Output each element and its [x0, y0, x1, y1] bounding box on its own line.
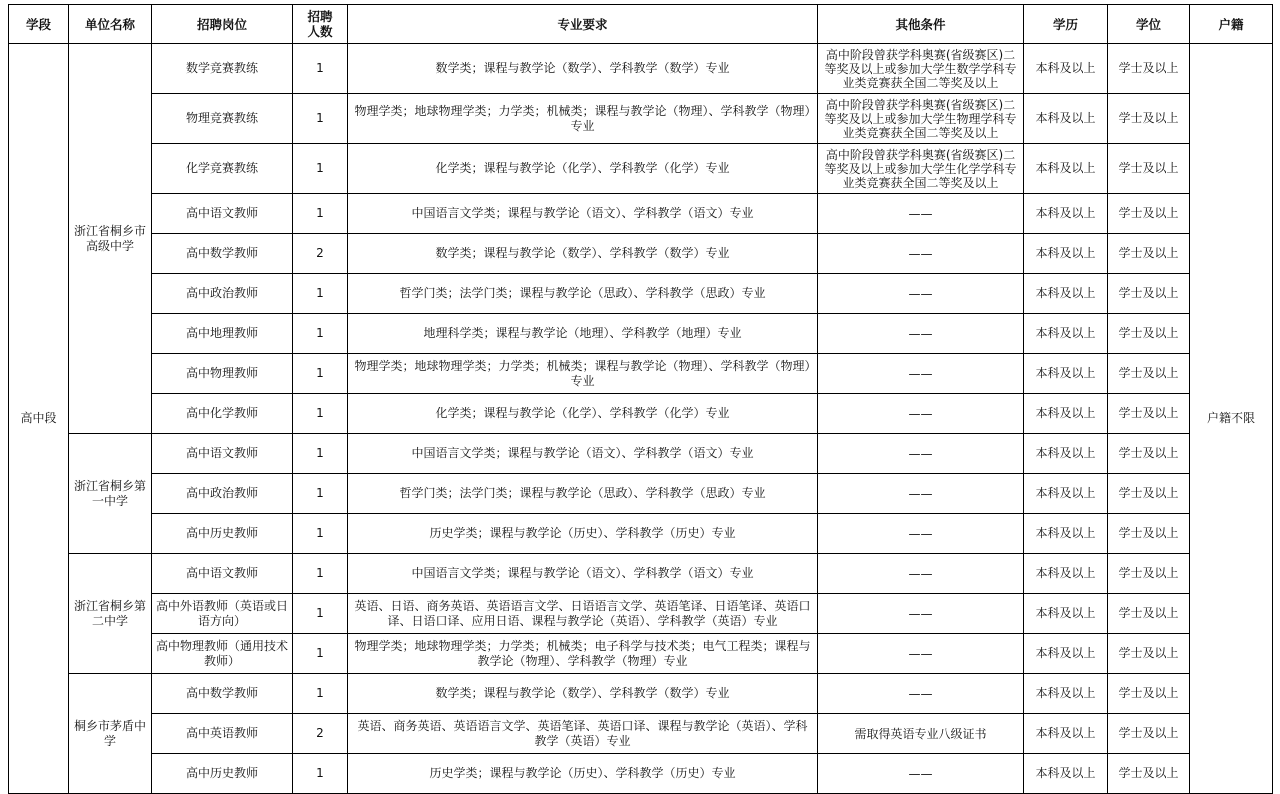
other-conditions-cell: —— [818, 314, 1024, 354]
major-cell: 地理科学类；课程与教学论（地理）、学科教学（地理）专业 [348, 314, 818, 354]
position-cell: 物理竞赛教练 [152, 94, 293, 144]
count-cell: 1 [293, 314, 348, 354]
other-conditions-cell: —— [818, 354, 1024, 394]
degree-cell: 学士及以上 [1108, 44, 1190, 94]
major-cell: 物理学类；地球物理学类；力学类；机械类；课程与教学论（物理）、学科教学（物理）专业 [348, 354, 818, 394]
major-cell: 数学类；课程与教学论（数学）、学科教学（数学）专业 [348, 674, 818, 714]
table-header [9, 5, 1273, 44]
count-cell: 1 [293, 394, 348, 434]
position-cell: 高中政治教师 [152, 474, 293, 514]
education-cell: 本科及以上 [1024, 314, 1108, 354]
other-conditions-cell: —— [818, 594, 1024, 634]
major-cell: 物理学类；地球物理学类；力学类；机械类；电子科学与技术类；电气工程类；课程与教学论（物理）、学科教学（物理）专业 [348, 634, 818, 674]
degree-cell: 学士及以上 [1108, 594, 1190, 634]
degree-cell: 学士及以上 [1108, 634, 1190, 674]
major-cell: 哲学门类；法学门类；课程与教学论（思政）、学科教学（思政）专业 [348, 474, 818, 514]
count-cell: 1 [293, 594, 348, 634]
other-conditions-cell: —— [818, 394, 1024, 434]
major-cell: 中国语言文学类；课程与教学论（语文）、学科教学（语文）专业 [348, 194, 818, 234]
count-cell: 1 [293, 754, 348, 794]
position-cell: 高中英语教师 [152, 714, 293, 754]
major-cell: 数学类；课程与教学论（数学）、学科教学（数学）专业 [348, 234, 818, 274]
position-cell: 高中历史教师 [152, 514, 293, 554]
degree-cell: 学士及以上 [1108, 274, 1190, 314]
table-row [9, 144, 1273, 194]
education-cell: 本科及以上 [1024, 674, 1108, 714]
count-cell: 1 [293, 674, 348, 714]
education-cell: 本科及以上 [1024, 234, 1108, 274]
other-conditions-cell: —— [818, 194, 1024, 234]
major-cell: 物理学类；地球物理学类；力学类；机械类；课程与教学论（物理）、学科教学（物理）专业 [348, 94, 818, 144]
education-cell: 本科及以上 [1024, 434, 1108, 474]
unit-name-cell: 桐乡市茅盾中学 [69, 674, 152, 794]
degree-cell: 学士及以上 [1108, 474, 1190, 514]
table-row [9, 314, 1273, 354]
count-cell: 2 [293, 234, 348, 274]
position-cell: 数学竞赛教练 [152, 44, 293, 94]
education-cell: 本科及以上 [1024, 354, 1108, 394]
table-row [9, 714, 1273, 754]
degree-cell: 学士及以上 [1108, 674, 1190, 714]
header-education: 学历 [1024, 5, 1108, 44]
table-body [9, 44, 1273, 794]
position-cell: 化学竞赛教练 [152, 144, 293, 194]
position-cell: 高中地理教师 [152, 314, 293, 354]
education-cell: 本科及以上 [1024, 514, 1108, 554]
education-cell: 本科及以上 [1024, 474, 1108, 514]
major-cell: 化学类；课程与教学论（化学）、学科教学（化学）专业 [348, 144, 818, 194]
header-hukou: 户籍 [1190, 5, 1273, 44]
education-cell: 本科及以上 [1024, 594, 1108, 634]
major-cell: 中国语言文学类；课程与教学论（语文）、学科教学（语文）专业 [348, 554, 818, 594]
other-conditions-cell: —— [818, 274, 1024, 314]
other-conditions-cell: —— [818, 634, 1024, 674]
other-conditions-cell: —— [818, 554, 1024, 594]
table-row [9, 634, 1273, 674]
table-row [9, 44, 1273, 94]
count-cell: 2 [293, 714, 348, 754]
count-cell: 1 [293, 434, 348, 474]
recruitment-table-container [8, 4, 1273, 794]
education-cell: 本科及以上 [1024, 44, 1108, 94]
count-cell: 1 [293, 274, 348, 314]
education-cell: 本科及以上 [1024, 754, 1108, 794]
degree-cell: 学士及以上 [1108, 94, 1190, 144]
education-cell: 本科及以上 [1024, 394, 1108, 434]
count-cell: 1 [293, 474, 348, 514]
count-cell: 1 [293, 44, 348, 94]
degree-cell: 学士及以上 [1108, 144, 1190, 194]
education-cell: 本科及以上 [1024, 554, 1108, 594]
table-row [9, 554, 1273, 594]
header-unit: 单位名称 [69, 5, 152, 44]
major-cell: 英语、商务英语、英语语言文学、英语笔译、英语口译、课程与教学论（英语）、学科教学（英语）专业 [348, 714, 818, 754]
major-cell: 数学类；课程与教学论（数学）、学科教学（数学）专业 [348, 44, 818, 94]
other-conditions-cell: 高中阶段曾获学科奥赛(省级赛区)二等奖及以上或参加大学生数学学科专业类竞赛获全国二等奖及以上 [818, 44, 1024, 94]
other-conditions-cell: —— [818, 674, 1024, 714]
header-position: 招聘岗位 [152, 5, 293, 44]
header-stage: 学段 [9, 5, 69, 44]
unit-name-cell: 浙江省桐乡第二中学 [69, 554, 152, 674]
other-conditions-cell: —— [818, 754, 1024, 794]
count-cell: 1 [293, 194, 348, 234]
table-row [9, 274, 1273, 314]
position-cell: 高中语文教师 [152, 554, 293, 594]
degree-cell: 学士及以上 [1108, 394, 1190, 434]
degree-cell: 学士及以上 [1108, 434, 1190, 474]
recruitment-table [8, 4, 1273, 794]
degree-cell: 学士及以上 [1108, 514, 1190, 554]
major-cell: 化学类；课程与教学论（化学）、学科教学（化学）专业 [348, 394, 818, 434]
other-conditions-cell: —— [818, 514, 1024, 554]
position-cell: 高中外语教师（英语或日语方向） [152, 594, 293, 634]
major-cell: 历史学类；课程与教学论（历史）、学科教学（历史）专业 [348, 754, 818, 794]
education-cell: 本科及以上 [1024, 274, 1108, 314]
table-row [9, 514, 1273, 554]
degree-cell: 学士及以上 [1108, 714, 1190, 754]
position-cell: 高中政治教师 [152, 274, 293, 314]
table-row [9, 754, 1273, 794]
degree-cell: 学士及以上 [1108, 234, 1190, 274]
degree-cell: 学士及以上 [1108, 354, 1190, 394]
major-cell: 英语、日语、商务英语、英语语言文学、日语语言文学、英语笔译、日语笔译、英语口译、日语口译、应用日语、课程与教学论（英语）、学科教学（英语）专业 [348, 594, 818, 634]
other-conditions-cell: —— [818, 474, 1024, 514]
header-count: 招聘 人数 [293, 5, 348, 44]
unit-name-cell: 浙江省桐乡市高级中学 [69, 44, 152, 434]
table-row [9, 234, 1273, 274]
unit-name-cell: 浙江省桐乡第一中学 [69, 434, 152, 554]
education-cell: 本科及以上 [1024, 714, 1108, 754]
table-row [9, 394, 1273, 434]
position-cell: 高中语文教师 [152, 194, 293, 234]
position-cell: 高中数学教师 [152, 674, 293, 714]
table-row [9, 194, 1273, 234]
major-cell: 历史学类；课程与教学论（历史）、学科教学（历史）专业 [348, 514, 818, 554]
education-cell: 本科及以上 [1024, 194, 1108, 234]
degree-cell: 学士及以上 [1108, 194, 1190, 234]
hukou-cell: 户籍不限 [1190, 44, 1273, 794]
education-cell: 本科及以上 [1024, 634, 1108, 674]
other-conditions-cell: —— [818, 234, 1024, 274]
table-row [9, 594, 1273, 634]
position-cell: 高中语文教师 [152, 434, 293, 474]
header-other: 其他条件 [818, 5, 1024, 44]
degree-cell: 学士及以上 [1108, 554, 1190, 594]
table-row [9, 674, 1273, 714]
header-major: 专业要求 [348, 5, 818, 44]
count-cell: 1 [293, 144, 348, 194]
count-cell: 1 [293, 354, 348, 394]
count-cell: 1 [293, 554, 348, 594]
position-cell: 高中物理教师（通用技术教师） [152, 634, 293, 674]
position-cell: 高中化学教师 [152, 394, 293, 434]
education-cell: 本科及以上 [1024, 94, 1108, 144]
major-cell: 中国语言文学类；课程与教学论（语文）、学科教学（语文）专业 [348, 434, 818, 474]
table-row [9, 354, 1273, 394]
header-degree: 学位 [1108, 5, 1190, 44]
count-cell: 1 [293, 94, 348, 144]
major-cell: 哲学门类；法学门类；课程与教学论（思政）、学科教学（思政）专业 [348, 274, 818, 314]
other-conditions-cell: 高中阶段曾获学科奥赛(省级赛区)二等奖及以上或参加大学生物理学科专业类竞赛获全国二等奖及以上 [818, 94, 1024, 144]
table-row [9, 94, 1273, 144]
table-row [9, 474, 1273, 514]
count-cell: 1 [293, 634, 348, 674]
degree-cell: 学士及以上 [1108, 754, 1190, 794]
stage-cell: 高中段 [9, 44, 69, 794]
other-conditions-cell: 高中阶段曾获学科奥赛(省级赛区)二等奖及以上或参加大学生化学学科专业类竞赛获全国二等奖及以上 [818, 144, 1024, 194]
education-cell: 本科及以上 [1024, 144, 1108, 194]
other-conditions-cell: 需取得英语专业八级证书 [818, 714, 1024, 754]
table-row [9, 434, 1273, 474]
degree-cell: 学士及以上 [1108, 314, 1190, 354]
other-conditions-cell: —— [818, 434, 1024, 474]
position-cell: 高中物理教师 [152, 354, 293, 394]
position-cell: 高中历史教师 [152, 754, 293, 794]
count-cell: 1 [293, 514, 348, 554]
position-cell: 高中数学教师 [152, 234, 293, 274]
